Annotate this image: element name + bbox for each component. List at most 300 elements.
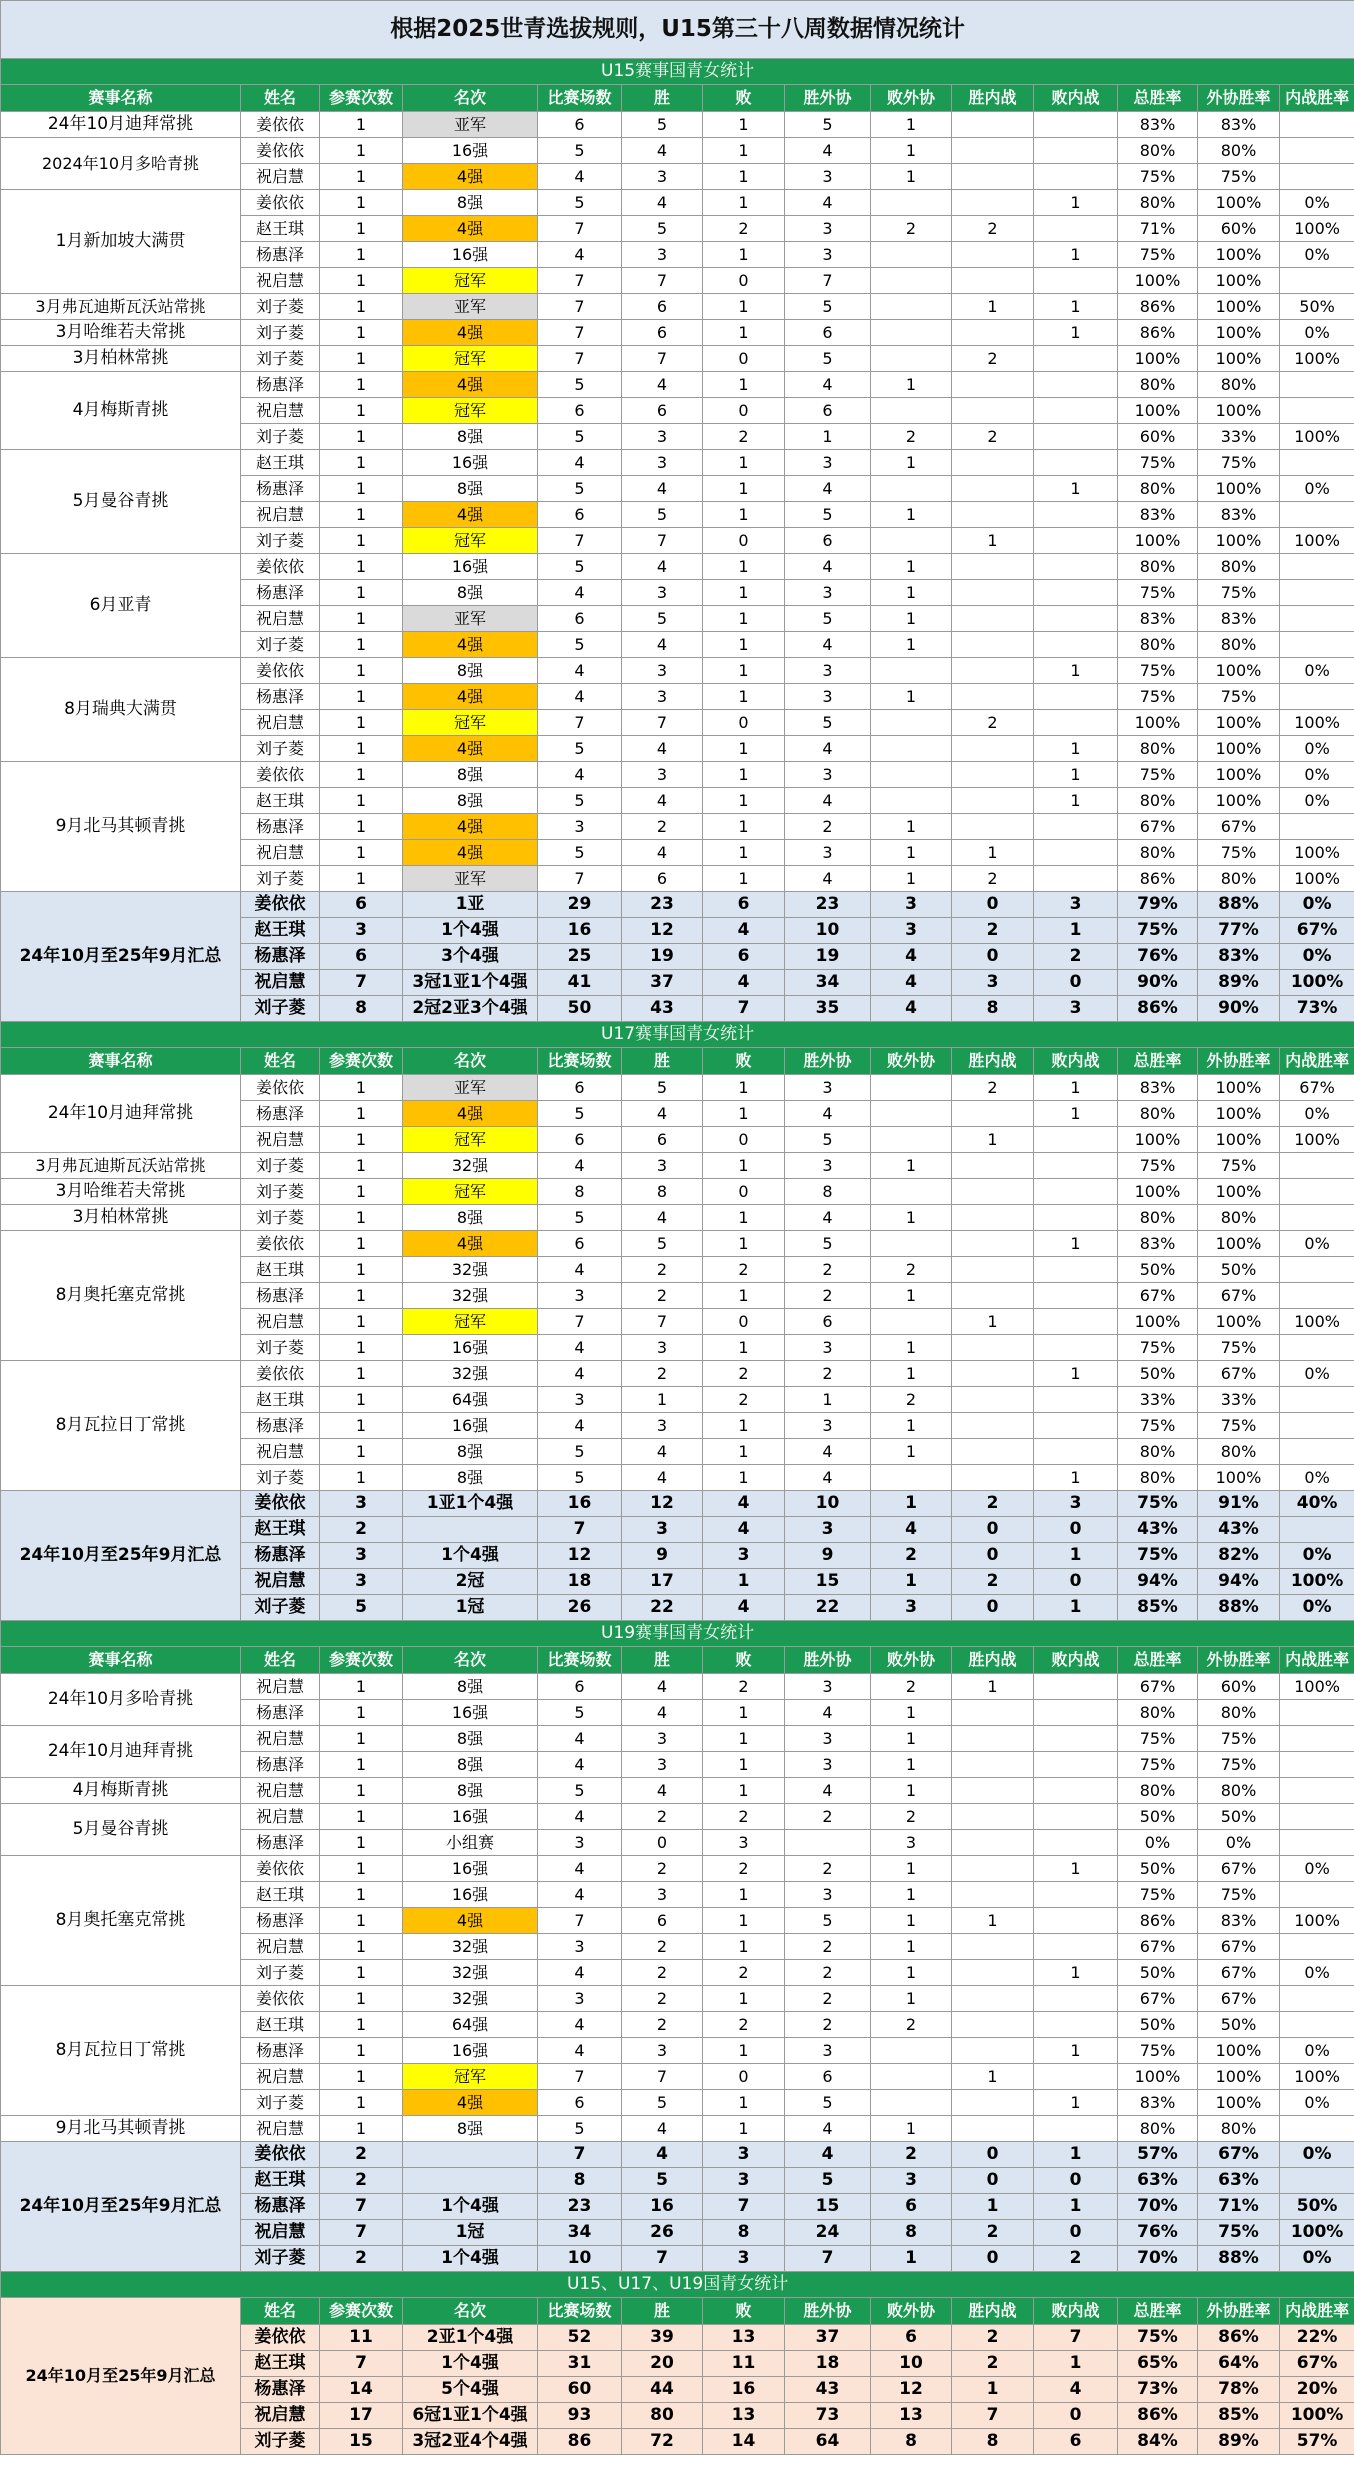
matches: 7 [538,528,622,554]
player-name: 姜依依 [241,658,320,684]
foreign-win-rate: 60% [1198,216,1280,242]
internal-win-rate [1280,164,1354,190]
wins-foreign: 2 [785,1283,871,1309]
wins-internal [952,138,1034,164]
wins-foreign: 3 [785,2038,871,2064]
entries: 1 [320,1830,403,1856]
wins-foreign: 4 [785,736,871,762]
wins: 3 [622,424,703,450]
internal-win-rate: 0% [1280,2090,1354,2116]
entries: 1 [320,710,403,736]
entries: 2 [320,2142,403,2168]
wins: 16 [622,2194,703,2220]
losses-internal: 3 [1034,892,1118,918]
event-row [1,1205,1354,1231]
wins-internal [952,736,1034,762]
wins-internal: 2 [952,346,1034,372]
event-row [1,1778,1354,1804]
foreign-win-rate: 94% [1198,1569,1280,1595]
entries: 1 [320,1674,403,1700]
column-header: 胜外协 [785,2298,871,2325]
entries: 1 [320,528,403,554]
losses-internal [1034,1674,1118,1700]
losses-foreign [871,476,952,502]
player-name: 刘子菱 [241,2090,320,2116]
column-header: 赛事名称 [1,1048,241,1075]
losses: 1 [703,736,785,762]
entries: 1 [320,1283,403,1309]
wins: 4 [622,190,703,216]
losses: 1 [703,1075,785,1101]
wins: 4 [622,736,703,762]
wins-internal: 2 [952,1569,1034,1595]
wins-foreign: 34 [785,970,871,996]
losses: 1 [703,450,785,476]
losses: 1 [703,684,785,710]
foreign-win-rate: 100% [1198,2064,1280,2090]
wins: 26 [622,2220,703,2246]
wins-foreign: 2 [785,1257,871,1283]
event-row [1,112,1354,138]
foreign-win-rate: 100% [1198,658,1280,684]
losses: 6 [703,944,785,970]
losses-internal [1034,1726,1118,1752]
placement: 4强 [403,164,538,190]
internal-win-rate: 0% [1280,2142,1354,2168]
losses: 1 [703,294,785,320]
losses-internal: 1 [1034,658,1118,684]
player-name: 杨惠泽 [241,2194,320,2220]
win-rate: 73% [1118,2377,1198,2403]
matches: 5 [538,736,622,762]
entries: 3 [320,918,403,944]
wins-internal: 2 [952,1075,1034,1101]
internal-win-rate [1280,1153,1354,1179]
wins: 17 [622,1569,703,1595]
placement: 1个4强 [403,2194,538,2220]
losses-foreign: 10 [871,2351,952,2377]
wins-internal [952,1153,1034,1179]
foreign-win-rate: 100% [1198,1075,1280,1101]
matches: 6 [538,1674,622,1700]
matches: 93 [538,2403,622,2429]
placement: 32强 [403,1934,538,1960]
wins-internal [952,476,1034,502]
losses-foreign: 1 [871,1908,952,1934]
matches: 5 [538,1700,622,1726]
losses: 2 [703,1387,785,1413]
wins-internal [952,1179,1034,1205]
placement: 1冠 [403,2220,538,2246]
wins-foreign: 3 [785,1413,871,1439]
losses-internal: 3 [1034,1491,1118,1517]
wins: 4 [622,2116,703,2142]
wins: 2 [622,814,703,840]
losses-foreign: 12 [871,2377,952,2403]
entries: 1 [320,1153,403,1179]
foreign-win-rate: 100% [1198,528,1280,554]
win-rate: 75% [1118,1491,1198,1517]
player-name: 祝启慧 [241,2064,320,2090]
wins-foreign: 7 [785,2246,871,2272]
wins: 2 [622,2012,703,2038]
internal-win-rate [1280,632,1354,658]
losses-internal [1034,112,1118,138]
internal-win-rate: 0% [1280,1101,1354,1127]
losses-foreign: 1 [871,1569,952,1595]
losses-foreign: 1 [871,866,952,892]
matches: 7 [538,268,622,294]
losses-internal: 1 [1034,2194,1118,2220]
internal-win-rate: 100% [1280,2220,1354,2246]
wins-foreign: 19 [785,944,871,970]
matches: 6 [538,112,622,138]
matches: 5 [538,372,622,398]
summary-row [1,892,1354,918]
losses: 0 [703,346,785,372]
win-rate: 75% [1118,2038,1198,2064]
matches: 4 [538,1882,622,1908]
internal-win-rate: 100% [1280,2403,1354,2429]
losses-foreign: 2 [871,1387,952,1413]
wins: 2 [622,1361,703,1387]
win-rate: 80% [1118,1778,1198,1804]
matches: 5 [538,1101,622,1127]
wins: 2 [622,1283,703,1309]
entries: 1 [320,1439,403,1465]
entries: 1 [320,736,403,762]
column-header: 胜 [622,85,703,112]
losses-foreign: 4 [871,970,952,996]
wins-foreign: 73 [785,2403,871,2429]
wins-foreign: 3 [785,1882,871,1908]
player-name: 姜依依 [241,1491,320,1517]
win-rate: 50% [1118,1257,1198,1283]
losses-internal [1034,1335,1118,1361]
internal-win-rate: 0% [1280,1465,1354,1491]
wins-foreign: 4 [785,788,871,814]
event-row [1,346,1354,372]
losses-foreign: 1 [871,684,952,710]
losses-foreign: 1 [871,1726,952,1752]
wins-internal: 2 [952,918,1034,944]
entries: 1 [320,814,403,840]
placement: 1个4强 [403,1543,538,1569]
column-header: 姓名 [241,1048,320,1075]
win-rate: 86% [1118,866,1198,892]
wins: 4 [622,2142,703,2168]
title-row [1,1,1354,59]
losses-foreign: 1 [871,1986,952,2012]
entries: 1 [320,866,403,892]
wins: 1 [622,1387,703,1413]
entries: 3 [320,1491,403,1517]
matches: 5 [538,840,622,866]
player-name: 刘子菱 [241,1465,320,1491]
win-rate: 100% [1118,528,1198,554]
entries: 1 [320,1882,403,1908]
losses: 1 [703,554,785,580]
placement: 3个4强 [403,944,538,970]
internal-win-rate: 0% [1280,2038,1354,2064]
losses-foreign: 1 [871,1153,952,1179]
entries: 1 [320,1387,403,1413]
column-header: 姓名 [241,85,320,112]
losses-foreign [871,2090,952,2116]
win-rate: 83% [1118,502,1198,528]
losses: 2 [703,1361,785,1387]
matches: 5 [538,554,622,580]
player-name: 祝启慧 [241,268,320,294]
losses: 1 [703,476,785,502]
placement: 32强 [403,1283,538,1309]
internal-win-rate: 40% [1280,1491,1354,1517]
player-name: 杨惠泽 [241,1752,320,1778]
losses: 2 [703,1804,785,1830]
column-header: 内战胜率 [1280,2298,1354,2325]
entries: 1 [320,164,403,190]
wins-internal [952,1960,1034,1986]
wins: 3 [622,1752,703,1778]
player-name: 杨惠泽 [241,1700,320,1726]
losses-internal: 1 [1034,736,1118,762]
internal-win-rate: 0% [1280,1231,1354,1257]
player-name: 祝启慧 [241,1726,320,1752]
losses-foreign [871,294,952,320]
foreign-win-rate: 80% [1198,372,1280,398]
placement: 冠军 [403,398,538,424]
event-row [1,372,1354,398]
wins: 37 [622,970,703,996]
win-rate: 50% [1118,2012,1198,2038]
foreign-win-rate: 77% [1198,918,1280,944]
matches: 5 [538,476,622,502]
wins-foreign: 3 [785,242,871,268]
foreign-win-rate: 50% [1198,1804,1280,1830]
placement: 5个4强 [403,2377,538,2403]
losses: 1 [703,1986,785,2012]
losses-internal [1034,814,1118,840]
foreign-win-rate: 0% [1198,1830,1280,1856]
internal-win-rate [1280,1205,1354,1231]
win-rate: 71% [1118,216,1198,242]
matches: 7 [538,346,622,372]
entries: 1 [320,1700,403,1726]
placement: 亚军 [403,294,538,320]
foreign-win-rate: 100% [1198,762,1280,788]
entries: 1 [320,216,403,242]
column-header: 参赛次数 [320,85,403,112]
wins-foreign: 5 [785,502,871,528]
losses-foreign [871,1465,952,1491]
player-name: 姜依依 [241,1361,320,1387]
wins-internal [952,1882,1034,1908]
column-header: 赛事名称 [1,85,241,112]
internal-win-rate [1280,1882,1354,1908]
placement: 4强 [403,1908,538,1934]
foreign-win-rate: 100% [1198,294,1280,320]
losses: 1 [703,1465,785,1491]
win-rate: 86% [1118,996,1198,1022]
entries: 5 [320,1595,403,1621]
placement: 8强 [403,2116,538,2142]
player-name: 刘子菱 [241,346,320,372]
internal-win-rate: 0% [1280,2246,1354,2272]
foreign-win-rate: 100% [1198,2090,1280,2116]
losses: 1 [703,606,785,632]
column-header-row [1,1048,1354,1075]
losses-foreign [871,2064,952,2090]
placement: 32强 [403,1960,538,1986]
win-rate: 86% [1118,294,1198,320]
entries: 7 [320,2220,403,2246]
foreign-win-rate: 100% [1198,476,1280,502]
losses-internal [1034,1830,1118,1856]
entries: 1 [320,1804,403,1830]
win-rate: 75% [1118,164,1198,190]
column-header: 败内战 [1034,85,1118,112]
losses-internal: 1 [1034,2142,1118,2168]
matches: 6 [538,1075,622,1101]
losses-foreign: 2 [871,216,952,242]
win-rate: 75% [1118,1153,1198,1179]
entries: 1 [320,658,403,684]
win-rate: 50% [1118,1856,1198,1882]
section-title-row [1,59,1354,85]
wins: 4 [622,554,703,580]
wins-foreign: 8 [785,1179,871,1205]
wins-internal [952,2116,1034,2142]
losses: 1 [703,866,785,892]
internal-win-rate: 50% [1280,294,1354,320]
wins-internal [952,190,1034,216]
losses-foreign: 13 [871,2403,952,2429]
player-name: 杨惠泽 [241,684,320,710]
player-name: 祝启慧 [241,1674,320,1700]
player-name: 赵王琪 [241,2351,320,2377]
losses-foreign: 1 [871,1335,952,1361]
column-header: 胜外协 [785,1647,871,1674]
placement: 8强 [403,190,538,216]
wins-foreign: 5 [785,1908,871,1934]
wins-foreign: 10 [785,1491,871,1517]
internal-win-rate: 50% [1280,2194,1354,2220]
wins-foreign: 5 [785,2168,871,2194]
foreign-win-rate: 75% [1198,580,1280,606]
wins-foreign: 2 [785,1856,871,1882]
placement [403,1517,538,1543]
player-name: 祝启慧 [241,2403,320,2429]
foreign-win-rate: 82% [1198,1543,1280,1569]
wins-foreign: 3 [785,450,871,476]
matches: 3 [538,1934,622,1960]
placement: 亚军 [403,1075,538,1101]
internal-win-rate: 0% [1280,1543,1354,1569]
wins-internal: 0 [952,1517,1034,1543]
event-row [1,1856,1354,1882]
wins-internal [952,684,1034,710]
column-header: 姓名 [241,2298,320,2325]
foreign-win-rate: 75% [1198,1335,1280,1361]
wins: 4 [622,788,703,814]
win-rate: 67% [1118,1934,1198,1960]
column-header: 名次 [403,85,538,112]
entries: 1 [320,2090,403,2116]
internal-win-rate: 100% [1280,528,1354,554]
wins-foreign: 5 [785,294,871,320]
wins-internal: 1 [952,2194,1034,2220]
matches: 3 [538,1283,622,1309]
player-name: 姜依依 [241,2142,320,2168]
foreign-win-rate: 43% [1198,1517,1280,1543]
losses-internal [1034,1127,1118,1153]
wins-foreign: 15 [785,1569,871,1595]
internal-win-rate [1280,580,1354,606]
wins-internal: 2 [952,866,1034,892]
wins-internal: 1 [952,1127,1034,1153]
losses-foreign [871,528,952,554]
losses: 1 [703,1153,785,1179]
wins-internal [952,112,1034,138]
losses-foreign: 1 [871,1413,952,1439]
foreign-win-rate: 100% [1198,1101,1280,1127]
column-header: 外协胜率 [1198,85,1280,112]
losses-foreign: 4 [871,944,952,970]
losses-foreign: 2 [871,1804,952,1830]
internal-win-rate [1280,1986,1354,2012]
placement: 16强 [403,450,538,476]
internal-win-rate: 0% [1280,762,1354,788]
losses-internal: 1 [1034,1856,1118,1882]
win-rate: 80% [1118,1101,1198,1127]
placement: 32强 [403,1986,538,2012]
entries: 7 [320,2194,403,2220]
wins: 4 [622,1778,703,1804]
entries: 3 [320,1569,403,1595]
losses-foreign: 1 [871,502,952,528]
wins: 4 [622,1700,703,1726]
placement: 32强 [403,1153,538,1179]
internal-win-rate: 0% [1280,658,1354,684]
matches: 4 [538,2038,622,2064]
wins-foreign: 4 [785,2116,871,2142]
wins-foreign: 3 [785,1517,871,1543]
wins-foreign: 7 [785,268,871,294]
internal-win-rate [1280,138,1354,164]
player-name: 祝启慧 [241,2220,320,2246]
wins: 3 [622,242,703,268]
entries: 1 [320,1257,403,1283]
wins: 2 [622,1934,703,1960]
wins-internal: 1 [952,1674,1034,1700]
win-rate: 75% [1118,1543,1198,1569]
entries: 1 [320,450,403,476]
losses: 1 [703,2116,785,2142]
entries: 17 [320,2403,403,2429]
wins-internal [952,502,1034,528]
foreign-win-rate: 80% [1198,1700,1280,1726]
placement: 6冠1亚1个4强 [403,2403,538,2429]
losses-internal [1034,1283,1118,1309]
losses-foreign: 1 [871,1882,952,1908]
player-name: 杨惠泽 [241,1908,320,1934]
wins: 44 [622,2377,703,2403]
losses: 8 [703,2220,785,2246]
losses: 1 [703,580,785,606]
losses-foreign: 1 [871,450,952,476]
win-rate: 100% [1118,398,1198,424]
losses: 1 [703,164,785,190]
